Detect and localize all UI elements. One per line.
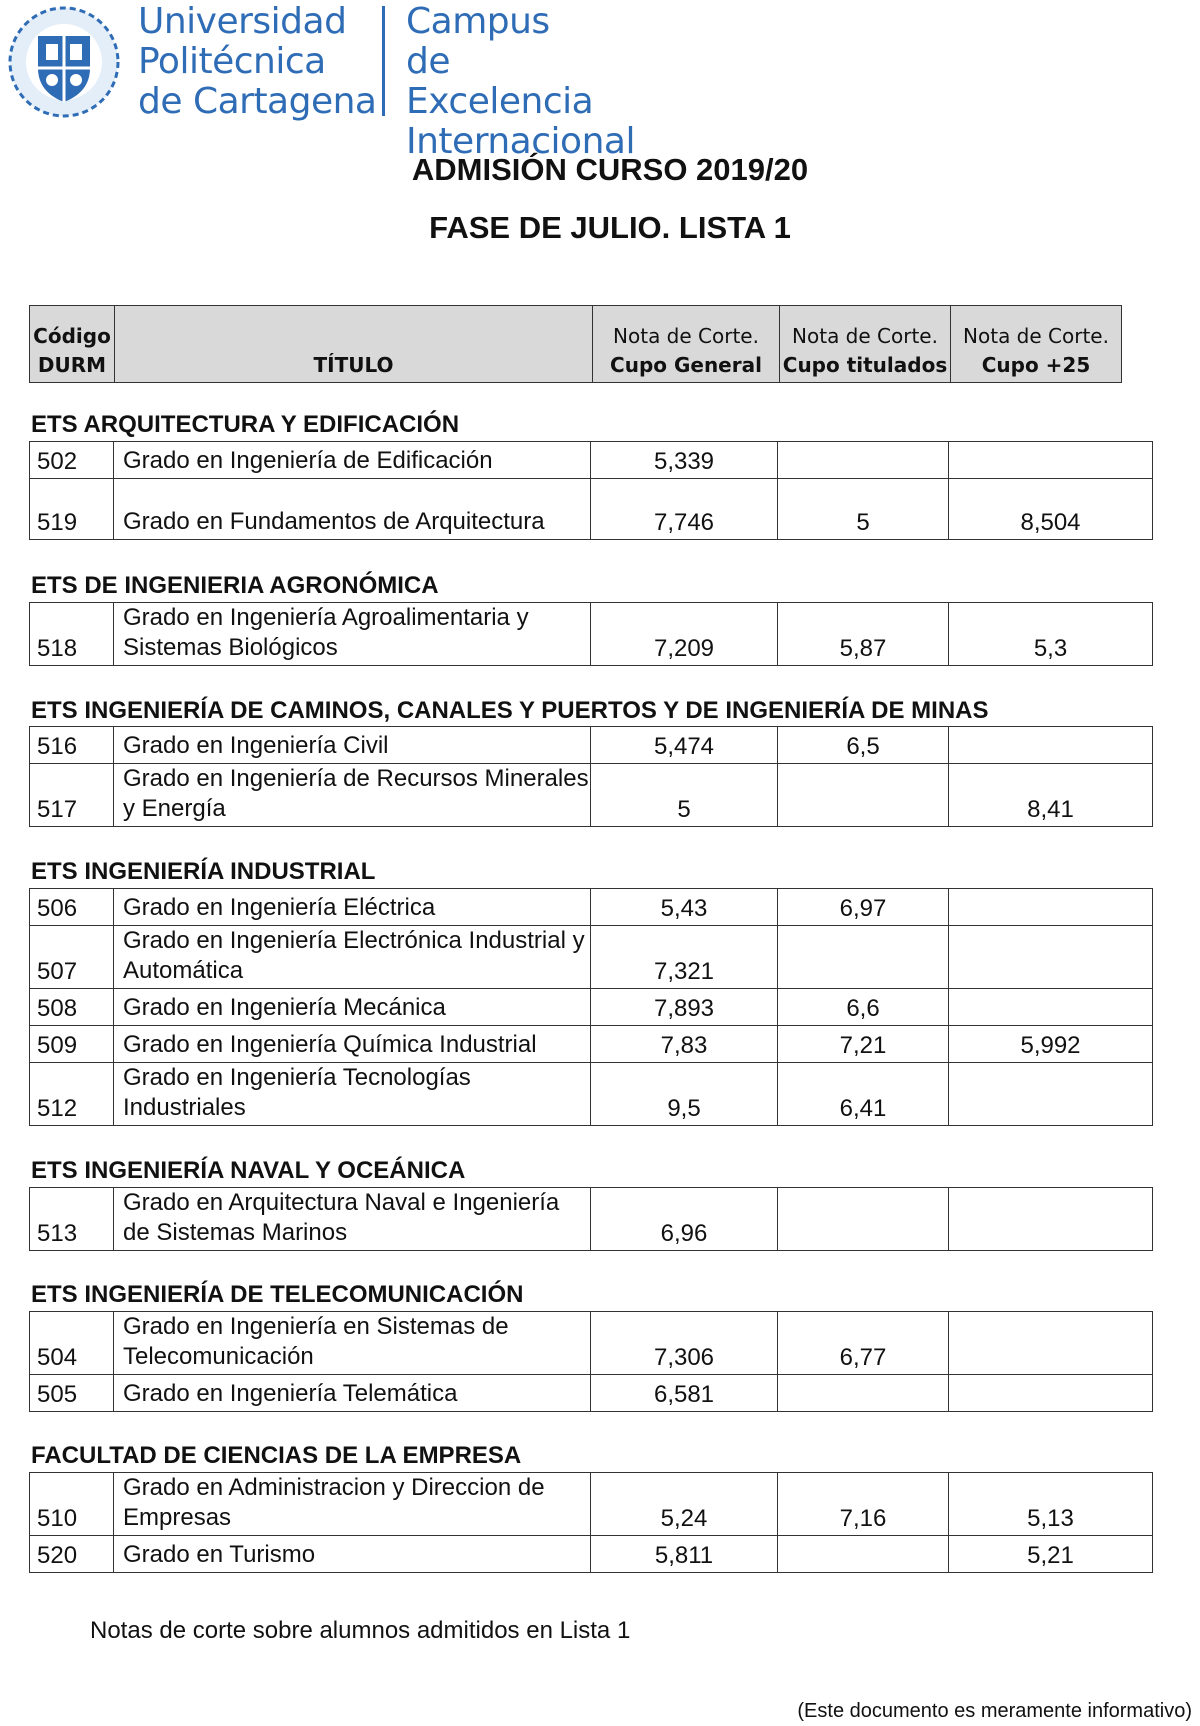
university-line-1: Universidad [138,1,347,42]
title-cell: Grado en Ingeniería Química Industrial [114,1026,591,1063]
table-row [30,1188,1153,1251]
plus25-cell [949,1063,1153,1126]
table-row [30,1312,1153,1375]
general-cell: 5 [591,764,778,827]
title-cell: Grado en Arquitectura Naval e Ingeniería de Sistemas Marinos [114,1188,591,1251]
header-titulados [780,306,951,383]
titulados-cell [778,1375,949,1412]
title-cell: Grado en Ingeniería en Sistemas de Telecomunicación [114,1312,591,1375]
title-cell: Grado en Fundamentos de Arquitectura [114,479,591,540]
code-cell: 506 [30,889,114,926]
plus25-cell [949,1312,1153,1375]
plus25-cell [949,889,1153,926]
titulados-cell: 5,87 [778,603,949,666]
title-cell: Grado en Turismo [114,1536,591,1573]
plus25-cell [949,442,1153,479]
table-header [29,305,1122,383]
section-title: ETS INGENIERÍA NAVAL Y OCEÁNICA [31,1157,466,1184]
titulados-cell: 7,16 [778,1473,949,1536]
university-seal-logo [8,6,120,118]
plus25-cell [949,1188,1153,1251]
general-cell: 6,581 [591,1375,778,1412]
code-cell: 519 [30,479,114,540]
disclaimer: (Este documento es meramente informativo) [797,1700,1192,1722]
header-plus25-line-2: Cupo +25 [981,353,1091,377]
header-plus25-line-1: Nota de Corte. [963,324,1109,348]
title-cell: Grado en Ingeniería Telemática [114,1375,591,1412]
header-general [593,306,780,383]
plus25-cell: 5,13 [949,1473,1153,1536]
table-row [30,479,1153,540]
section-table [29,888,1153,1126]
code-cell: 513 [30,1188,114,1251]
university-line-2: Politécnica [138,41,326,82]
header-titulados-line-2: Cupo titulados [782,353,948,377]
header-divider [382,6,385,116]
plus25-cell [949,989,1153,1026]
title-cell: Grado en Ingeniería Eléctrica [114,889,591,926]
table-row [30,1375,1153,1412]
table-row [30,889,1153,926]
titulados-cell: 6,77 [778,1312,949,1375]
plus25-cell [949,1375,1153,1412]
plus25-cell: 8,504 [949,479,1153,540]
title-cell: Grado en Ingeniería Agroalimentaria y Sistemas Biológicos [114,603,591,666]
campus-line-2: de Excelencia [406,41,594,122]
header-general-line-2: Cupo General [610,353,762,377]
section-title: ETS INGENIERÍA DE TELECOMUNICACIÓN [31,1281,524,1308]
titulados-cell: 6,5 [778,727,949,764]
section-title: ETS INGENIERÍA DE CAMINOS, CANALES Y PUERTOS Y DE INGENIERÍA DE MINAS [31,697,989,724]
header [8,1,648,162]
section-table [29,1472,1153,1573]
code-cell: 512 [30,1063,114,1126]
title-cell: Grado en Ingeniería Electrónica Industrial y Automática [114,926,591,989]
table-row [30,926,1153,989]
section-title: ETS DE INGENIERIA AGRONÓMICA [31,572,439,599]
table-row [30,989,1153,1026]
general-cell: 7,306 [591,1312,778,1375]
titulados-cell [778,1188,949,1251]
title-cell: Grado en Ingeniería de Edificación [114,442,591,479]
header-code-line-1: Código [33,324,111,348]
general-cell: 5,43 [591,889,778,926]
general-cell: 7,83 [591,1026,778,1063]
general-cell: 5,811 [591,1536,778,1573]
table-row [30,1063,1153,1126]
code-cell: 510 [30,1473,114,1536]
title-cell: Grado en Ingeniería Civil [114,727,591,764]
plus25-cell: 8,41 [949,764,1153,827]
header-code [30,306,115,383]
code-cell: 508 [30,989,114,1026]
table-row [30,1026,1153,1063]
header-titulados-line-1: Nota de Corte. [792,324,938,348]
table-row [30,1473,1153,1536]
table-row [30,603,1153,666]
section-title: FACULTAD DE CIENCIAS DE LA EMPRESA [31,1442,522,1469]
footnote: Notas de corte sobre alumnos admitidos en Lista 1 [90,1617,631,1644]
general-cell: 5,24 [591,1473,778,1536]
titulados-cell [778,926,949,989]
document-title: ADMISIÓN CURSO 2019/20 [411,152,809,187]
section-table [29,441,1153,540]
campus-line-1: Campus [406,1,550,42]
general-cell: 7,746 [591,479,778,540]
titulados-cell: 6,41 [778,1063,949,1126]
titulados-cell: 7,21 [778,1026,949,1063]
plus25-cell [949,727,1153,764]
section-title: ETS ARQUITECTURA Y EDIFICACIÓN [31,411,460,438]
code-cell: 502 [30,442,114,479]
general-cell: 5,339 [591,442,778,479]
header-title: TÍTULO [115,306,593,383]
general-cell: 7,321 [591,926,778,989]
plus25-cell [949,926,1153,989]
plus25-cell: 5,21 [949,1536,1153,1573]
title-cell: Grado en Ingeniería Mecánica [114,989,591,1026]
general-cell: 6,96 [591,1188,778,1251]
code-cell: 516 [30,727,114,764]
code-cell: 507 [30,926,114,989]
plus25-cell: 5,3 [949,603,1153,666]
campus-line-3: Internacional [406,121,635,162]
document-subtitle: FASE DE JULIO. LISTA 1 [429,210,791,245]
titulados-cell: 6,97 [778,889,949,926]
code-cell: 518 [30,603,114,666]
university-name [138,2,377,122]
title-cell: Grado en Ingeniería de Recursos Minerales y Energía [114,764,591,827]
header-general-line-1: Nota de Corte. [613,324,759,348]
code-cell: 520 [30,1536,114,1573]
title-cell: Grado en Ingeniería Tecnologías Industriales [114,1063,591,1126]
university-line-3: de Cartagena [138,81,377,122]
section-table [29,726,1153,827]
titulados-cell [778,442,949,479]
header-plus25 [951,306,1122,383]
plus25-cell: 5,992 [949,1026,1153,1063]
title-cell: Grado en Administracion y Direccion de Empresas [114,1473,591,1536]
section-title: ETS INGENIERÍA INDUSTRIAL [31,858,376,885]
code-cell: 504 [30,1312,114,1375]
titulados-cell [778,1536,949,1573]
table-row [30,727,1153,764]
section-table [29,1311,1153,1412]
section-table [29,602,1153,666]
table-row [30,764,1153,827]
table-row [30,442,1153,479]
general-cell: 7,209 [591,603,778,666]
campus-name [406,2,648,162]
code-cell: 517 [30,764,114,827]
general-cell: 5,474 [591,727,778,764]
code-cell: 505 [30,1375,114,1412]
titulados-cell: 5 [778,479,949,540]
header-code-line-2: DURM [37,353,107,377]
general-cell: 9,5 [591,1063,778,1126]
general-cell: 7,893 [591,989,778,1026]
code-cell: 509 [30,1026,114,1063]
table-row [30,1536,1153,1573]
titulados-cell [778,764,949,827]
titulados-cell: 6,6 [778,989,949,1026]
section-table [29,1187,1153,1251]
